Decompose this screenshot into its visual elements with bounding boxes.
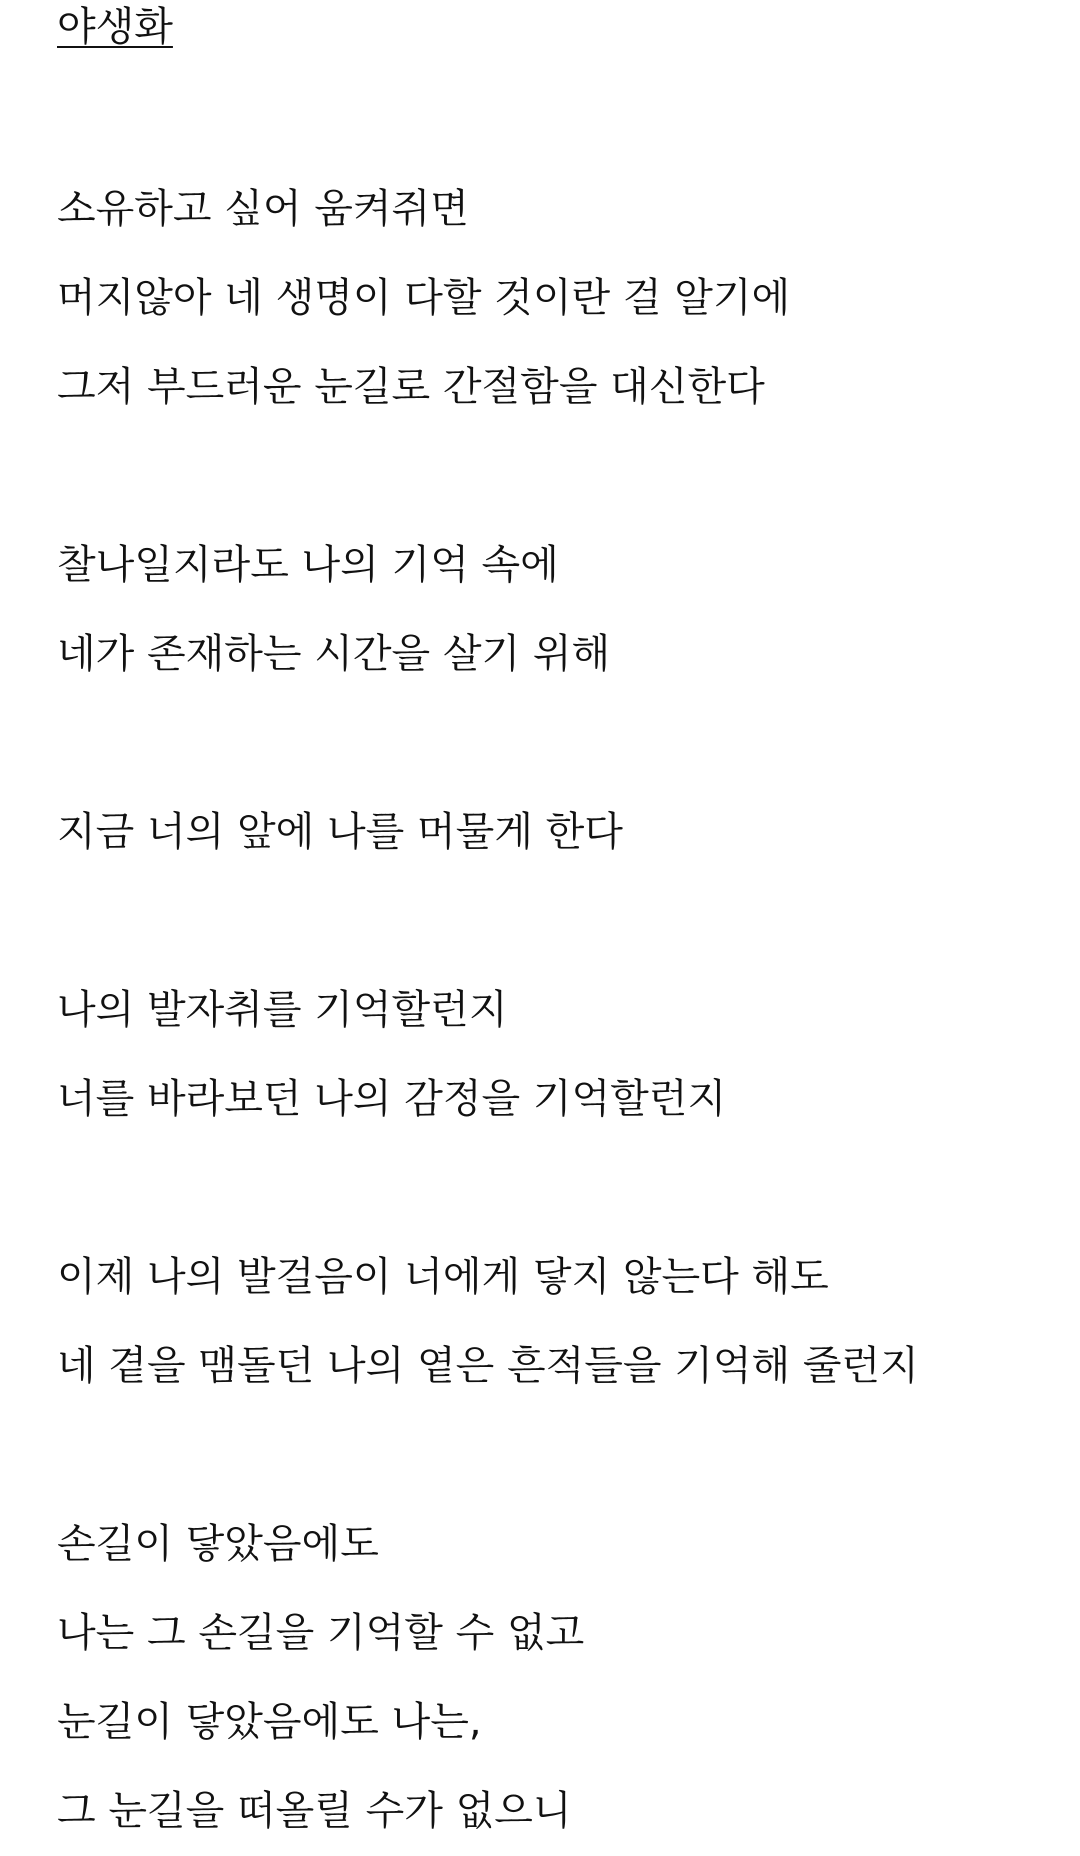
poem-line: 그 눈길을 떠올릴 수가 없으니 <box>57 1788 572 1834</box>
poem-line: 찰나일지라도 나의 기억 속에 <box>57 542 559 588</box>
poem-line: 눈길이 닿았음에도 나는, <box>57 1699 482 1745</box>
poem-line: 손길이 닿았음에도 <box>57 1521 379 1567</box>
poem-line: 나는 그 손길을 기억할 수 없고 <box>57 1610 585 1656</box>
poem-line: 네 곁을 맴돌던 나의 옅은 흔적들을 기억해 줄런지 <box>57 1343 919 1389</box>
poem-line: 지금 너의 앞에 나를 머물게 한다 <box>57 809 623 855</box>
poem-title: 야생화 <box>57 4 173 50</box>
poem-line: 너를 바라보던 나의 감정을 기억할런지 <box>57 1076 727 1122</box>
poem-line: 그저 부드러운 눈길로 간절함을 대신한다 <box>57 364 765 410</box>
poem-line: 이제 나의 발걸음이 너에게 닿지 않는다 해도 <box>57 1254 829 1300</box>
poem-line: 소유하고 싶어 움켜쥐면 <box>57 186 469 232</box>
poem-line: 머지않아 네 생명이 다할 것이란 걸 알기에 <box>57 275 791 321</box>
poem-line: 네가 존재하는 시간을 살기 위해 <box>57 631 611 677</box>
poem-line: 나의 발자취를 기억할런지 <box>57 987 508 1033</box>
